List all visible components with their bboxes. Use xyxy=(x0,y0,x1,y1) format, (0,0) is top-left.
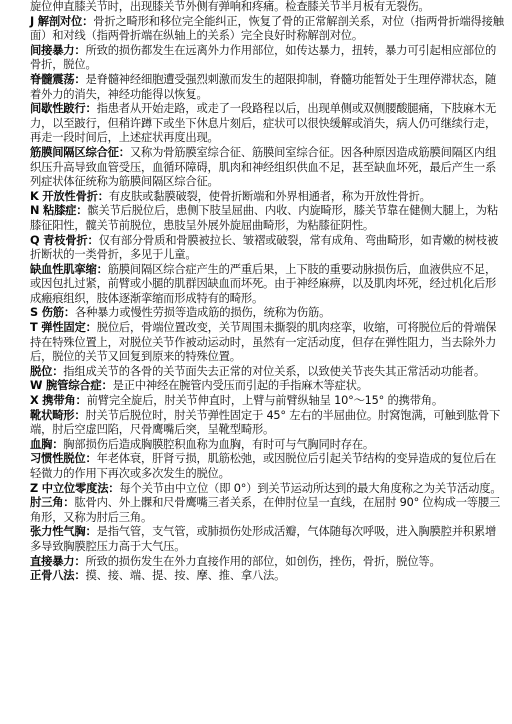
entry-term: W 腕管综合症： xyxy=(30,379,113,393)
entry-definition: 摸、接、端、提、按、摩、推、拿八法。 xyxy=(85,569,286,583)
glossary-entry xyxy=(30,555,504,570)
entry-term: 血胸： xyxy=(30,437,64,451)
glossary-entry xyxy=(30,482,504,497)
entry-term: 肘三角： xyxy=(30,496,75,510)
entry-term: 脊髓震荡： xyxy=(30,72,86,86)
glossary-entry xyxy=(30,365,504,380)
glossary-entry xyxy=(30,234,504,263)
entry-definition: 肱骨内、外上髁和尺骨鹰嘴三者关系，在伸肘位呈一直线，在屈肘 90° 位构成一等腰三角形，又称为肘后三角。 xyxy=(30,496,501,524)
entry-definition: 仅有部分骨质和骨膜被拉长、皱褶或破裂，常有成角、弯曲畸形，如青嫩的树枝被折断状的一类骨折，多见于儿童。 xyxy=(30,233,499,262)
entry-term: N 粘膝症： xyxy=(30,204,88,218)
glossary-entry xyxy=(30,394,504,409)
entry-definition: 胸部损伤后造成胸膜腔积血称为血胸，有时可与气胸同时存在。 xyxy=(63,437,375,451)
glossary-entry xyxy=(30,306,504,321)
entry-definition: 又称为骨筋膜室综合征、筋膜间室综合征。因各种原因造成筋膜间隔区内组织压升高导致血管受压，血循环障碍，肌肉和神经组织供血不足，甚至缺血坏死，最后产生一系列症状体征统称为筋膜间隔区综合征。 xyxy=(30,145,497,189)
entry-term: 筋膜间隔区综合征： xyxy=(30,145,130,159)
glossary-entry xyxy=(30,190,504,205)
glossary-entry xyxy=(30,73,504,102)
entry-term: 习惯性脱位： xyxy=(30,452,97,466)
entry-term: 脱位： xyxy=(30,364,64,378)
entry-definition: 所致的损伤都发生在远离外力作用部位，如传达暴力，扭转，暴力可引起相应部位的骨折，脱位。 xyxy=(30,43,497,72)
entry-term: T 弹性固定： xyxy=(30,321,97,335)
glossary-entry xyxy=(30,102,504,146)
entry-term: S 伤筋： xyxy=(30,306,75,320)
entry-term: J 解剖对位： xyxy=(30,14,94,28)
entry-definition: 指组成关节的各骨的关节面失去正常的对位关系，以致使关节丧失其正常活动功能者。 xyxy=(63,364,485,378)
entry-definition: 骨折之畸形和移位完全能纠正，恢复了骨的正常解剖关系，对位（指两骨折端得接触面）和对线（指两骨折端在纵轴上的关系）完全良好时称解剖对位。 xyxy=(30,14,504,43)
entry-definition: 筋膜间隔区综合症产生的严重后果，上下肢的重要动脉损伤后，血液供应不足，或因包扎过紧，前臂或小腿的肌群因缺血而坏死。由于神经麻痹，以及肌肉坏死，经过机化后形成瘢痕组织，肢体逐渐挛缩而形成特有的畸形。 xyxy=(30,262,497,305)
glossary-entry xyxy=(30,146,504,190)
entry-definition: 髌关节后脱位后，患侧下肢呈屈曲、内收、内旋畸形，膝关节靠在健侧大腿上，为粘膝征阳性，髋关节前脱位，患肢呈外展外旋屈曲畸形，为粘膝征阴性。 xyxy=(30,204,498,232)
entry-term: 缺血性肌挛缩： xyxy=(30,262,108,276)
entry-definition: 各种暴力或慢性劳损等造成筋的损伤，统称为伤筋。 xyxy=(74,306,331,320)
glossary-entry xyxy=(30,204,504,233)
entry-definition: 脱位后，骨端位置改变，关节周围未撕裂的肌肉痉挛，收缩，可将脱位后的骨端保持在特殊位置上，对脱位关节作被动运动时，虽然有一定活动度，但存在弹性阻力，当去除外力后，脱位的关节又回复到原来的特殊位置。 xyxy=(30,321,497,364)
entry-term: 间歇性跛行： xyxy=(30,102,97,116)
entry-definition: 年老体衰，肝肾亏损，肌筋松弛，或因脱位后引起关节结构的变异造成的复位后在轻微力的作用下再次或多次发生的脱位。 xyxy=(30,452,497,480)
glossary-entry xyxy=(30,15,504,44)
entry-definition: 是正中神经在腕管内受压而引起的手指麻木等症状。 xyxy=(112,379,368,393)
entry-term: 直接暴力： xyxy=(30,554,86,568)
glossary-entry xyxy=(30,379,504,394)
glossary-entry xyxy=(30,438,504,453)
glossary-entry xyxy=(30,321,504,365)
entry-definition: 有皮肤或黏膜破裂，使骨折断端和外界相通者，称为开放性骨折。 xyxy=(108,189,431,203)
glossary-entry xyxy=(30,263,504,307)
glossary-entry xyxy=(30,409,504,438)
glossary-entry xyxy=(30,569,504,584)
entry-definition: 所致的损伤发生在外力直接作用的部位，如创伤，挫伤，骨折，脱位等。 xyxy=(85,554,441,568)
glossary-entry xyxy=(30,496,504,525)
entry-definition: 是指气管，支气管，或肺损伤处形成活瓣，气体随每次呼吸，进入胸膜腔并积累增多导致胸膜腔压力高于大气压。 xyxy=(30,525,497,553)
entry-term: 间接暴力： xyxy=(30,43,86,57)
entry-definition: 肘关节后脱位时，肘关节弹性固定于 45° 左右的半屈曲位。肘窝饱满，可触到肱骨下端，肘后空虚凹陷，尺骨鹰嘴后突，呈靴型畸形。 xyxy=(30,408,501,437)
entry-term: X 携带角： xyxy=(30,394,87,408)
entry-term: 张力性气胸： xyxy=(30,525,97,539)
entry-definition: 前臂完全旋后，肘关节伸直时，上臂与前臂纵轴呈 10°～15° 的携带角。 xyxy=(86,394,443,408)
entry-definition: 指患者从开始走路，或走了一段路程以后，出现单侧或双侧腰酸腿痛，下肢麻木无力，以至跛行，但稍许蹲下或坐下休息片刻后，症状可以很快缓解或消失，病人仍可继续行走，再走一段时间后，上述症状再度出现。 xyxy=(30,102,497,145)
entry-term: K 开放性骨折： xyxy=(30,189,109,203)
glossary-entry xyxy=(30,44,504,73)
entry-definition: 每个关节由中立位（即 0°）到关节运动所达到的最大角度称之为关节活动度。 xyxy=(119,481,502,495)
entry-term: Q 青枝骨折： xyxy=(30,233,99,247)
entry-definition: 是脊髓神经细胞遭受强烈刺激而发生的超限抑制，脊髓功能暂处于生理停滞状态，随着外力的消失，神经功能得以恢复。 xyxy=(30,72,497,101)
glossary-entry xyxy=(30,452,504,481)
glossary-entry xyxy=(30,525,504,554)
entry-definition: 旋位伸直膝关节时，出现膝关节外侧有弹响和疼痛。检查膝关节半月板有无裂伤。 xyxy=(30,0,430,13)
glossary-entry xyxy=(30,0,504,15)
entry-term: 靴状畸形： xyxy=(30,408,86,422)
entry-term: 正骨八法： xyxy=(30,569,86,583)
entry-term: Z 中立位零度法： xyxy=(30,481,120,495)
